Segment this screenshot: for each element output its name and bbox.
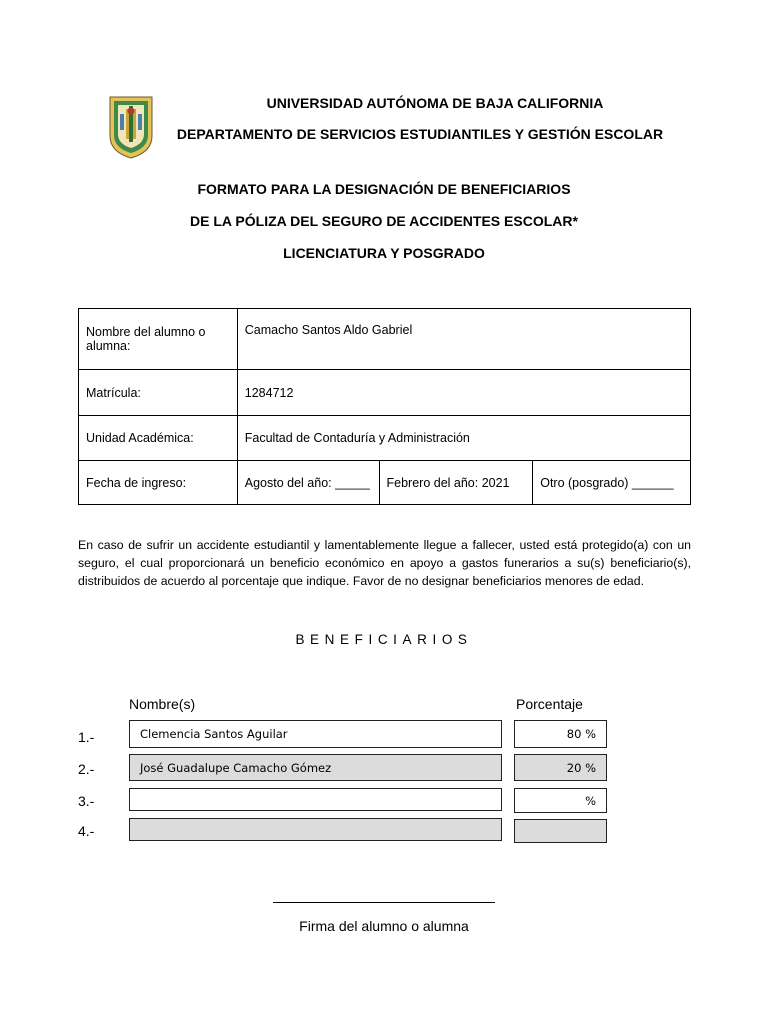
beneficiaries-heading: BENEFICIARIOS <box>295 632 473 647</box>
form-title-line3: LICENCIATURA Y POSGRADO <box>283 245 485 261</box>
percent-column-header: Porcentaje <box>516 696 583 712</box>
student-name-value: Camacho Santos Aldo Gabriel <box>237 309 690 370</box>
academic-unit-value: Facultad de Contaduría y Administración <box>237 416 690 461</box>
signature-line <box>273 902 495 903</box>
beneficiary-3-name-field[interactable] <box>129 788 502 811</box>
beneficiary-4-percent-field[interactable] <box>514 819 607 843</box>
form-title-line1: FORMATO PARA LA DESIGNACIÓN DE BENEFICIARIOS <box>197 181 571 197</box>
student-info-table <box>78 308 691 505</box>
form-title-line2: DE LA PÓLIZA DEL SEGURO DE ACCIDENTES ESCOLAR* <box>190 213 578 229</box>
entry-date-august: Agosto del año: _____ <box>237 461 379 505</box>
beneficiary-2-percent-field[interactable]: 20 % <box>514 754 607 781</box>
university-crest-icon <box>108 94 154 160</box>
beneficiary-1-name-field[interactable]: Clemencia Santos Aguilar <box>129 720 502 748</box>
beneficiary-3-number: 3.- <box>78 793 95 809</box>
entry-date-row <box>79 461 691 505</box>
student-name-label: Nombre del alumno o alumna: <box>79 309 238 370</box>
beneficiary-2-number: 2.- <box>78 761 95 777</box>
beneficiary-1-percent-field[interactable]: 80 % <box>514 720 607 748</box>
academic-unit-label: Unidad Académica: <box>79 416 238 461</box>
notice-paragraph: En caso de sufrir un accidente estudiantil y lamentablemente llegue a fallecer, usted está protegido(a) con un seguro, el cual proporcionará un beneficio económico en apoyo a gastos funerarios a su(s) beneficiario(s), distribuidos de acuerdo al porcentaje que indique. Favor de no designar beneficiarios menores de edad. <box>78 538 691 588</box>
beneficiary-3-percent-field[interactable]: % <box>514 788 607 813</box>
names-column-header: Nombre(s) <box>129 696 196 712</box>
beneficiary-4-name-field[interactable] <box>129 818 502 841</box>
entry-date-other: Otro (posgrado) ______ <box>533 461 691 505</box>
student-id-row <box>79 370 691 416</box>
signature-label: Firma del alumno o alumna <box>299 918 469 934</box>
beneficiary-1-number: 1.- <box>78 729 95 745</box>
academic-unit-row <box>79 416 691 461</box>
university-name: UNIVERSIDAD AUTÓNOMA DE BAJA CALIFORNIA <box>266 95 604 111</box>
student-id-value: 1284712 <box>237 370 690 416</box>
entry-date-february: Febrero del año: 2021 <box>379 461 533 505</box>
beneficiary-2-name-field[interactable]: José Guadalupe Camacho Gómez <box>129 754 502 781</box>
beneficiary-4-number: 4.- <box>78 823 95 839</box>
department-name: DEPARTAMENTO DE SERVICIOS ESTUDIANTILES Y GESTIÓN ESCOLAR <box>176 126 664 142</box>
student-name-row <box>79 309 691 370</box>
student-id-label: Matrícula: <box>79 370 238 416</box>
entry-date-label: Fecha de ingreso: <box>79 461 238 505</box>
